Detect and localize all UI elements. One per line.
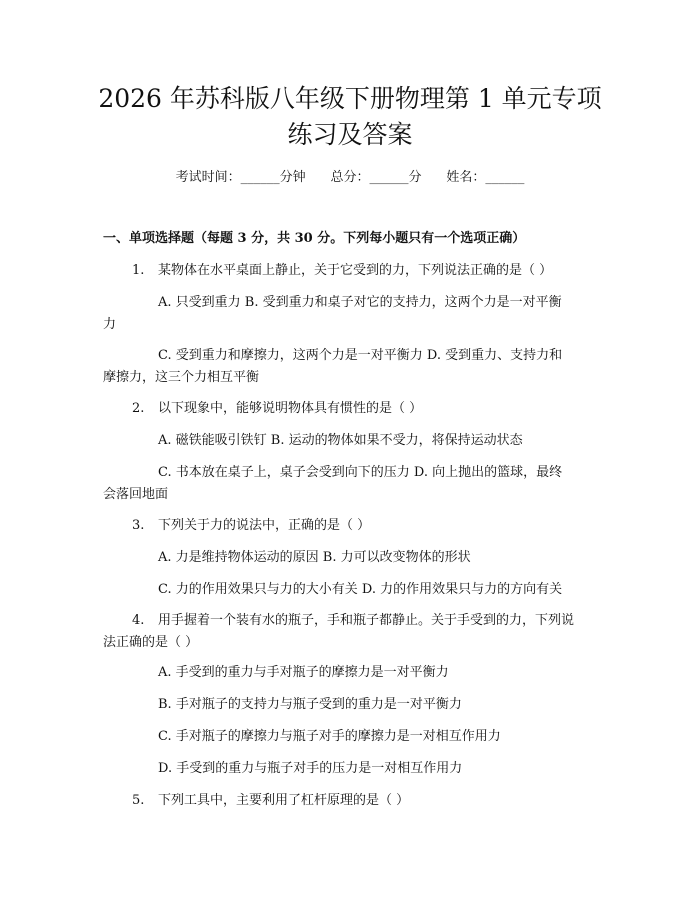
name-blank: ______: [485, 170, 525, 185]
page-title-line-1: 2026 年苏科版八年级下册物理第 1 单元专项: [98, 84, 602, 113]
exam-meta: [0, 169, 700, 187]
question-1: [132, 262, 552, 280]
question-stem: 用手握着一个装有水的瓶子，手和瓶子都静止。关于手受到的力，下列说: [158, 613, 575, 628]
question-stem: 某物体在水平桌面上静止，关于它受到的力，下列说法正确的是（ ）: [158, 263, 553, 278]
question-2-options-ab: A. 磁铁能吸引铁钉 B. 运动的物体如果不受力，将保持运动状态: [158, 433, 523, 448]
question-1-options-ab: A. 只受到重力 B. 受到重力和桌子对它的支持力，这两个力是一对平衡: [158, 295, 562, 310]
question-stem: 下列工具中，主要利用了杠杆原理的是（ ）: [158, 793, 410, 808]
name-label: 姓名：: [446, 170, 486, 185]
question-number: 1.: [132, 263, 145, 278]
question-3-options-ab: A. 力是维持物体运动的原因 B. 力可以改变物体的形状: [158, 550, 471, 565]
question-number: 5.: [132, 793, 145, 808]
question-2-options-cd-cont: 会落回地面: [103, 487, 169, 502]
question-number: 4.: [132, 613, 145, 628]
question-number: 2.: [132, 401, 145, 416]
page-title-line-2: 练习及答案: [287, 120, 413, 149]
question-3: [132, 517, 370, 535]
question-4-option-c: C. 手对瓶子的摩擦力与瓶子对手的摩擦力是一对相互作用力: [158, 729, 501, 744]
question-1-options-cd: C. 受到重力和摩擦力，这两个力是一对平衡力 D. 受到重力、支持力和: [158, 348, 563, 363]
question-4: [132, 612, 574, 630]
question-4-option-d: D. 手受到的重力与瓶子对手的压力是一对相互作用力: [158, 761, 463, 776]
time-blank: ______: [240, 170, 280, 185]
question-2: [132, 400, 422, 418]
section-heading: 一、单项选择题（每题 3 分，共 30 分。下列每小题只有一个选项正确）: [103, 231, 526, 246]
question-4-option-b: B. 手对瓶子的支持力与瓶子受到的重力是一对平衡力: [158, 697, 462, 712]
time-label: 考试时间：: [175, 170, 241, 185]
score-unit: 分: [408, 170, 422, 185]
question-number: 3.: [132, 518, 145, 533]
question-stem: 下列关于力的说法中，正确的是（ ）: [158, 518, 371, 533]
score-label: 总分：: [330, 170, 370, 185]
question-1-options-cd-cont: 摩擦力，这三个力相互平衡: [103, 370, 260, 385]
question-2-options-cd: C. 书本放在桌子上，桌子会受到向下的压力 D. 向上抛出的篮球，最终: [158, 465, 563, 480]
score-blank: ______: [369, 170, 409, 185]
question-4-stem-cont: 法正确的是（ ）: [103, 635, 199, 650]
time-unit: 分钟: [279, 170, 306, 185]
question-5: [132, 792, 409, 810]
question-4-option-a: A. 手受到的重力与手对瓶子的摩擦力是一对平衡力: [158, 665, 449, 680]
question-stem: 以下现象中，能够说明物体具有惯性的是（ ）: [158, 401, 423, 416]
question-3-options-cd: C. 力的作用效果只与力的大小有关 D. 力的作用效果只与力的方向有关: [158, 582, 563, 597]
question-1-options-ab-cont: 力: [103, 317, 117, 332]
